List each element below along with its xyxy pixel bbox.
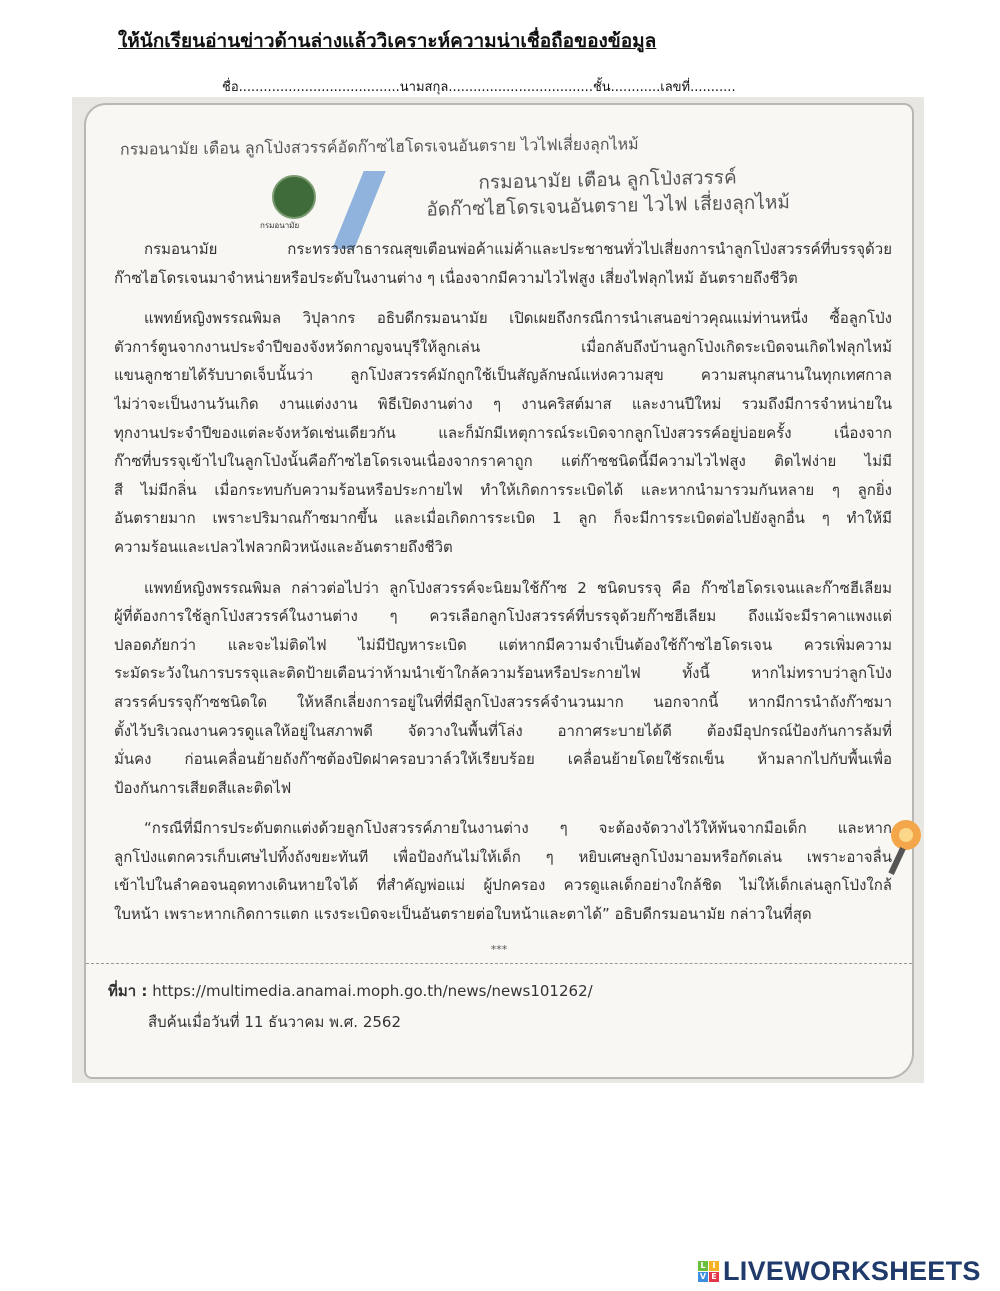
badge-letter: I xyxy=(709,1261,719,1271)
article-paragraph xyxy=(114,574,892,803)
paragraph-line: ผู้ที่ต้องการใช้ลูกโป่งสวรรค์ในงานต่าง ๆ ควรเลือกลูกโป่งสวรรค์ที่บรรจุด้วยก๊าซฮีเลียม ถึงแม้จะมีราคาแพงแต่ xyxy=(114,607,892,626)
badge-letter: V xyxy=(699,1272,707,1281)
paragraph-line: ความร้อนและเปลวไฟลวกผิวหนังและอันตรายถึงชีวิต xyxy=(114,537,453,556)
paragraph-line: “กรณีที่มีการประดับตกแต่งด้วยลูกโป่งสวรรค์ภายในงานต่าง ๆ จะต้องจัดวางไว้ให้พ้นจากมือเด็ก และหาก xyxy=(144,819,892,838)
paragraph-line: ตัวการ์ตูนจากงานประจำปีของจังหวัดกาญจนบุรีให้ลูกเล่น เมื่อกลับถึงบ้านลูกโป่งเกิดระเบิดจนเกิดไฟลุกไหม้ xyxy=(114,337,892,356)
paragraph-line: เข้าไปในลำคอจนอุดทางเดินหายใจได้ ที่สำคัญพ่อแม่ ผู้ปกครอง ควรดูแลเด็กอย่างใกล้ชิด ไม่ให้เด็กเล่นลูกโป่งใกล้ xyxy=(114,876,892,895)
badge-letter: E xyxy=(709,1272,719,1282)
article-headline: กรมอนามัย เตือน ลูกโป่งสวรรค์อัดก๊าซไฮโดรเจนอันตราย ไวไฟเสี่ยงลุกไหม้ xyxy=(119,134,639,159)
article-body xyxy=(114,235,892,941)
separator-stars: *** xyxy=(490,943,508,956)
paragraph-line: อันตรายมาก เพราะปริมาณก๊าซมากขึ้น และเมื่อเกิดการระเบิด 1 ลูก ก็จะมีการระเบิดต่อไปยังลูกอื่น ๆ ทำให้มี xyxy=(114,509,892,528)
paragraph-line: ป้องกันการเสียดสีและติดไฟ xyxy=(114,778,292,797)
worksheet-title: ให้นักเรียนอ่านข่าวด้านล่างแล้ววิเคราะห์ความน่าเชื่อถือของข้อมูล xyxy=(118,30,657,52)
paragraph-line: สี ไม่มีกลิ่น เมื่อกระทบกับความร้อนหรือประกายไฟ ทำให้เกิดการระเบิดได้ และหากนำมารวมกันหลาย ๆ ลูกยิ่ง xyxy=(114,480,892,499)
paragraph-line: แพทย์หญิงพรรณพิมล วิปุลากร อธิบดีกรมอนามัย เปิดเผยถึงกรณีการนำเสนอข่าวคุณแม่ท่านหนึ่ง ซื้อลูกโป่ง xyxy=(144,309,892,328)
paragraph-line: ก๊าซที่บรรจุเข้าไปในลูกโป่งนั้นคือก๊าซไฮโดรเจนเนื่องจากราคาถูก แต่ก๊าซชนิดนี้มีความไวไฟสูง ติดไฟง่าย ไม่มี xyxy=(114,452,892,471)
paragraph-line: ปลอดภัยกว่า และจะไม่ติดไฟ ไม่มีปัญหาระเบิด แต่หากมีความจำเป็นต้องใช้ก๊าซไฮโดรเจน ควรเพิ่มความ xyxy=(114,635,892,654)
paragraph-line: สวรรค์บรรจุก๊าซชนิดใด ให้หลีกเลี่ยงการอยู่ในที่ที่มีลูกโป่งสวรรค์จำนวนมาก นอกจากนี้ หากมีการนำถังก๊าซมา xyxy=(114,692,892,711)
badge-letter: L xyxy=(698,1261,708,1271)
student-info-line: ชื่อ.......................................นามสกุล...................................ชั้น............เลขที่........... xyxy=(222,80,736,95)
live-badge-icon xyxy=(698,1261,719,1282)
article-card xyxy=(84,103,914,1079)
paragraph-line: แพทย์หญิงพรรณพิมล กล่าวต่อไปว่า ลูกโป่งสวรรค์จะนิยมใช้ก๊าซ 2 ชนิดบรรจุ คือ ก๊าซไฮโดรเจนและก๊าซฮีเลียม xyxy=(144,578,892,597)
paragraph-line: ทุกงานประจำปีของแต่ละจังหวัดเช่นเดียวกัน และก็มักมีเหตุการณ์ระเบิดจากลูกโป่งสวรรค์อยู่บ่อยครั้ง เนื่องจาก xyxy=(114,423,892,442)
lightbulb-pencil-icon xyxy=(886,817,922,877)
article-paragraph xyxy=(114,235,892,292)
logo-caption: กรมอนามัย xyxy=(260,221,300,230)
paragraph-line: ระมัดระวังในการบรรจุและติดป้ายเตือนว่าห้ามนำเข้าใกล้ความร้อนหรือประกายไฟ ทั้งนี้ หากไม่ทราบว่าลูกโป่ง xyxy=(114,664,892,683)
liveworksheets-logo xyxy=(698,1256,981,1287)
article-paragraph xyxy=(114,814,892,928)
banner-line-2: อัดก๊าซไฮโดรเจนอันตราย ไวไฟ เสี่ยงลุกไหม้ xyxy=(426,191,791,221)
scanned-article xyxy=(72,97,924,1083)
retrieved-date: สืบค้นเมื่อวันที่ 11 ธันวาคม พ.ศ. 2562 xyxy=(148,1013,402,1031)
paragraph-line: ตั้งไว้บริเวณงานควรดูแลให้อยู่ในสภาพดี จัดวางในพื้นที่โล่ง อากาศระบายได้ดี ต้องมีอุปกรณ์ป้องกันการล้มที่ xyxy=(114,721,892,740)
department-logo-icon xyxy=(272,175,316,219)
source-url: https://multimedia.anamai.moph.go.th/news/news101262/ xyxy=(152,982,593,1000)
banner-line-1: กรมอนามัย เตือน ลูกโป่งสวรรค์ xyxy=(478,166,737,194)
paragraph-line: แขนลูกชายได้รับบาดเจ็บนั้นว่า ลูกโป่งสวรรค์มักถูกใช้เป็นสัญลักษณ์แห่งความสุข ความสนุกสนานในทุกเทศกาล xyxy=(114,366,892,385)
article-banner xyxy=(425,163,790,223)
paragraph-line: ไม่ว่าจะเป็นงานวันเกิด งานแต่งงาน พิธีเปิดงานต่าง ๆ งานคริสต์มาส และงานปีใหม่ รวมถึงมีการจำหน่ายใน xyxy=(114,394,892,413)
source-line xyxy=(108,979,593,1003)
source-label: ที่มา : xyxy=(108,982,148,1000)
paragraph-line: กรมอนามัย กระทรวงสาธารณสุขเตือนพ่อค้าแม่ค้าและประชาชนทั่วไปเสี่ยงการนำลูกโป่งสวรรค์ที่บรรจุด้วย xyxy=(144,240,892,258)
paragraph-line: ก๊าซไฮโดรเจนมาจำหน่ายหรือประดับในงานต่าง ๆ เนื่องจากมีความไวไฟสูง เสี่ยงไฟลุกไหม้ อันตรายถึงชีวิต xyxy=(114,268,798,287)
paragraph-line: ใบหน้า เพราะหากเกิดการแตก แรงระเบิดจะเป็นอันตรายต่อใบหน้าและตาได้” อธิบดีกรมอนามัย กล่าวในที่สุด xyxy=(114,905,812,924)
paragraph-line: ลูกโป่งแตกควรเก็บเศษไปทิ้งถังขยะทันที เพื่อป้องกันไม่ให้เด็ก ๆ หยิบเศษลูกโป่งมาอมหรือกัดเล่น เพราะอาจลื่น xyxy=(114,847,892,866)
paragraph-line: มั่นคง ก่อนเคลื่อนย้ายถังก๊าซต้องปิดฝาครอบวาล์วให้เรียบร้อย เคลื่อนย้ายโดยใช้รถเข็น ห้ามลากไปกับพื้นเพื่อ xyxy=(114,750,892,769)
article-paragraph xyxy=(114,304,892,561)
brand-name: LIVEWORKSHEETS xyxy=(723,1256,981,1286)
dashed-divider xyxy=(86,963,912,964)
